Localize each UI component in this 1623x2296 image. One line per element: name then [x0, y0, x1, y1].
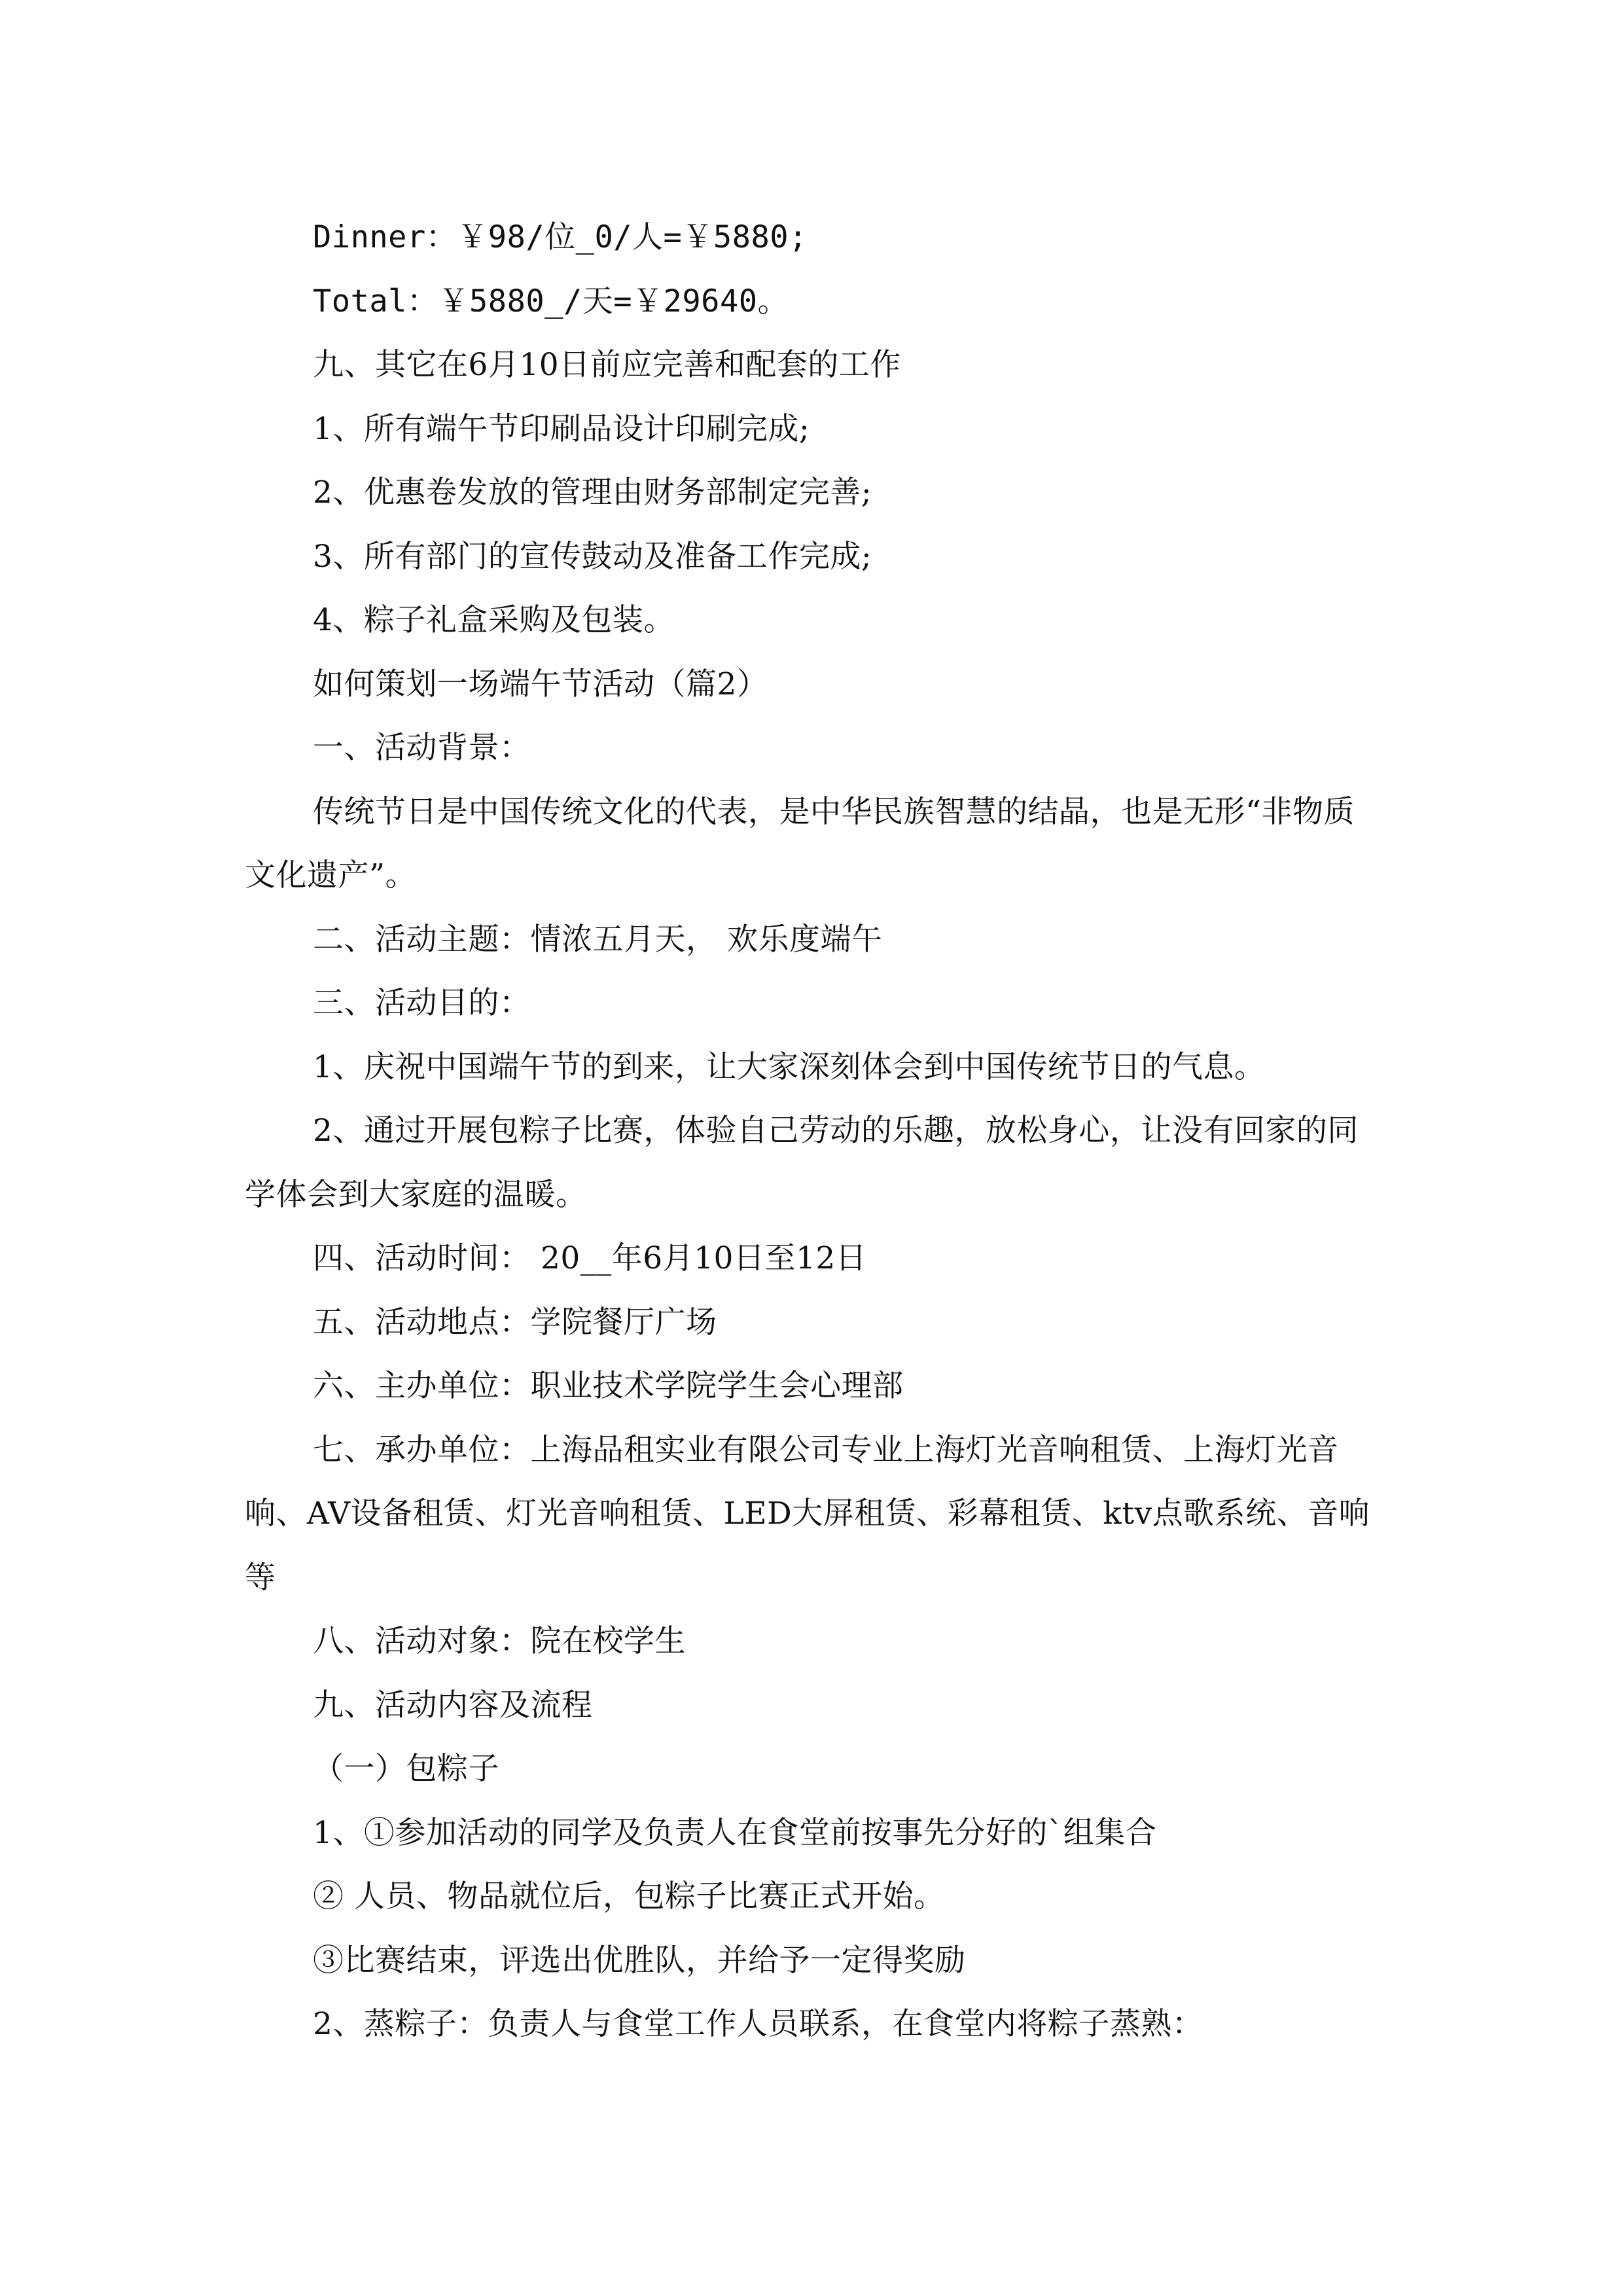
section-heading: 二、活动主题：情浓五月天， 欢乐度端午 — [313, 921, 883, 958]
section-heading: 四、活动时间： 20__年6月10日至12日 — [313, 1240, 867, 1276]
list-item: ③比赛结束，评选出优胜队，并给予一定得奖励 — [313, 1942, 966, 1979]
list-item: 3、所有部门的宣传鼓动及准备工作完成; — [313, 538, 872, 575]
section-heading: 八、活动对象：院在校学生 — [313, 1623, 686, 1659]
section-heading: 九、活动内容及流程 — [313, 1687, 593, 1723]
list-item: 4、粽子礼盒采购及包装。 — [313, 602, 675, 638]
section-heading: 六、主办单位：职业技术学院学生会心理部 — [313, 1368, 904, 1404]
article-title: 如何策划一场端午节活动（篇2） — [313, 666, 768, 702]
list-item: ② 人员、物品就位后，包粽子比赛正式开始。 — [313, 1878, 945, 1914]
list-item: 1、①参加活动的同学及负责人在食堂前按事先分好的`组集合 — [313, 1814, 1157, 1851]
subsection-heading: （一）包粽子 — [313, 1751, 499, 1787]
section-heading: 三、活动目的： — [313, 985, 531, 1021]
list-item: 2、蒸粽子：负责人与食堂工作人员联系，在食堂内将粽子蒸熟： — [313, 2006, 1204, 2042]
list-item: 1、庆祝中国端午节的到来，让大家深刻体会到中国传统节日的气息。 — [313, 1049, 1266, 1085]
body-paragraph: 七、承办单位：上海品租实业有限公司专业上海灯光音响租赁、上海灯光音响、AV设备租赁、灯光音响租赁、LED大屏租赁、彩幕租赁、ktv点歌系统、音响等 — [245, 1431, 1370, 1596]
list-item: 2、通过开展包粽子比赛，体验自己劳动的乐趣，放松身心，让没有回家的同学体会到大家庭的温暖。 — [245, 1113, 1359, 1213]
section-heading: 一、活动背景： — [313, 730, 531, 766]
section-heading: 五、活动地点：学院餐厅广场 — [313, 1304, 717, 1340]
list-item: 1、所有端午节印刷品设计印刷完成; — [313, 410, 810, 447]
list-item: 2、优惠卷发放的管理由财务部制定完善; — [313, 475, 872, 511]
section-heading: 九、其它在6月10日前应完善和配套的工作 — [313, 347, 901, 383]
body-paragraph: 传统节日是中国传统文化的代表，是中华民族智慧的结晶，也是无形“非物质文化遗产”。 — [245, 793, 1355, 893]
document-body — [245, 206, 1378, 2056]
total-cost-line: Total：￥5880_/天=￥29640。 — [313, 283, 789, 319]
dinner-cost-line: Dinner：￥98/位_0/人=￥5880; — [313, 219, 808, 255]
